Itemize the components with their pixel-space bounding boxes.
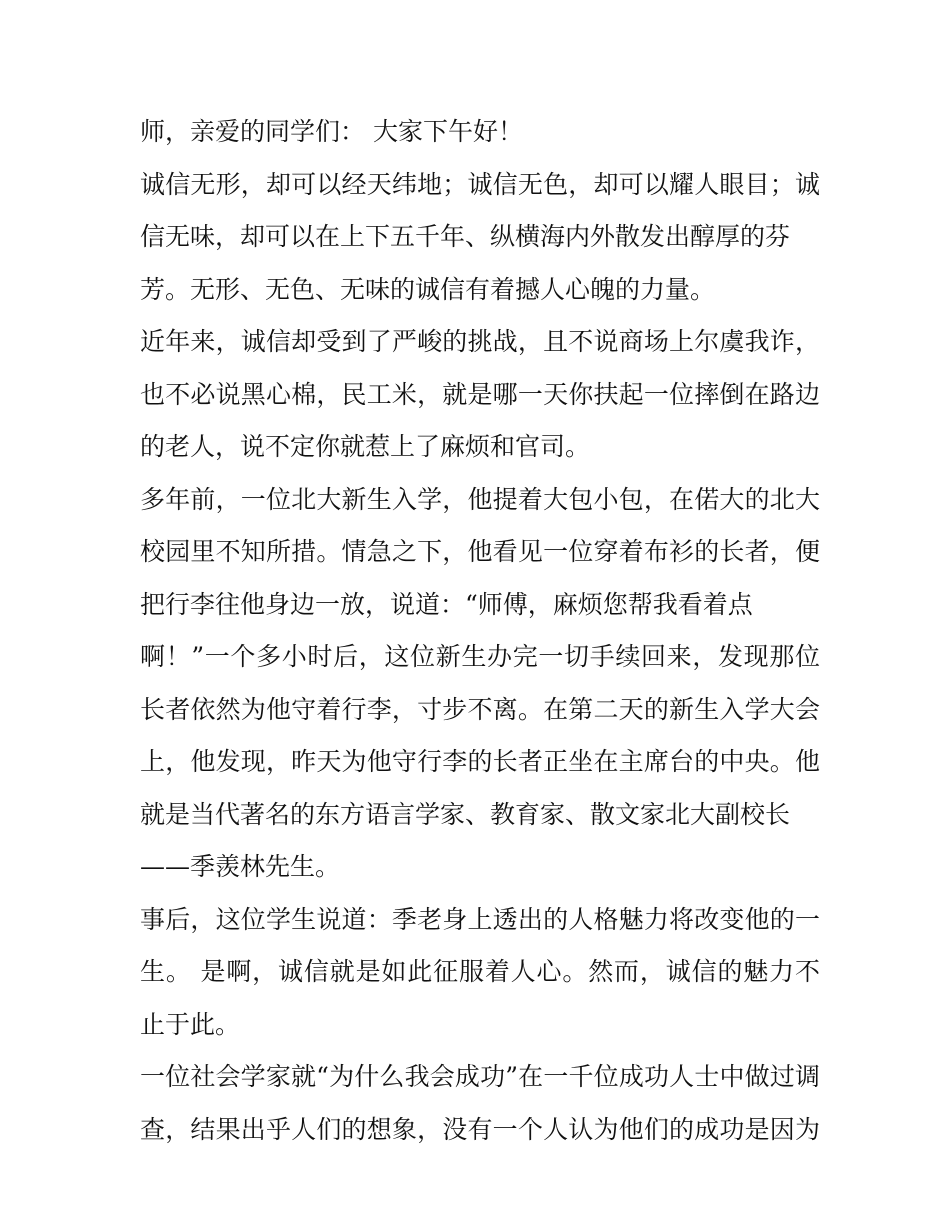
text-line: 信无味，却可以在上下五千年、纵横海内外散发出醇厚的芬 (140, 222, 791, 251)
text-line: 的老人，说不定你就惹上了麻烦和官司。 (140, 432, 591, 461)
text-line: 校园里不知所措。情急之下，他看见一位穿着布衫的长者，便 (140, 537, 820, 566)
text-line: 也不必说黑心棉，民工米，就是哪一天你扶起一位摔倒在路边 (140, 379, 820, 409)
text-line: 就是当代著名的东方语言学家、教育家、散文家北大副校长 (140, 799, 791, 829)
text-line: 生。 是啊，诚信就是如此征服着人心。然而，诚信的魅力不 (140, 957, 820, 986)
text-line: 啊！”一个多小时后，这位新生办完一切手续回来，发现那位 (140, 642, 820, 671)
text-line: 查，结果出乎人们的想象，没有一个人认为他们的成功是因为 (140, 1114, 820, 1144)
text-line: 多年前，一位北大新生入学，他提着大包小包，在偌大的北大 (140, 484, 820, 514)
text-line: 止于此。 (140, 1009, 241, 1039)
text-line: ——季羡林先生。 (140, 852, 341, 881)
speech-text (140, 106, 820, 1156)
text-line: 近年来，诚信却受到了严峻的挑战，且不说商场上尔虞我诈， (140, 327, 820, 356)
text-line: 事后，这位学生说道：季老身上透出的人格魅力将改变他的一 (140, 904, 820, 934)
text-line: 诚信无形，却可以经天纬地；诚信无色，却可以耀人眼目；诚 (140, 169, 820, 199)
text-line: 芳。无形、无色、无味的诚信有着撼人心魄的力量。 (140, 274, 716, 304)
text-line: 上，他发现，昨天为他守行李的长者正坐在主席台的中央。他 (140, 747, 820, 776)
text-line: 长者依然为他守着行李，寸步不离。在第二天的新生入学大会 (140, 694, 820, 724)
text-line: 师，亲爱的同学们： 大家下午好！ (140, 117, 523, 146)
text-line: 一位社会学家就“为什么我会成功”在一千位成功人士中做过调 (140, 1062, 820, 1091)
text-line: 把行李往他身边一放，说道：“师傅，麻烦您帮我看着点 (140, 589, 753, 619)
